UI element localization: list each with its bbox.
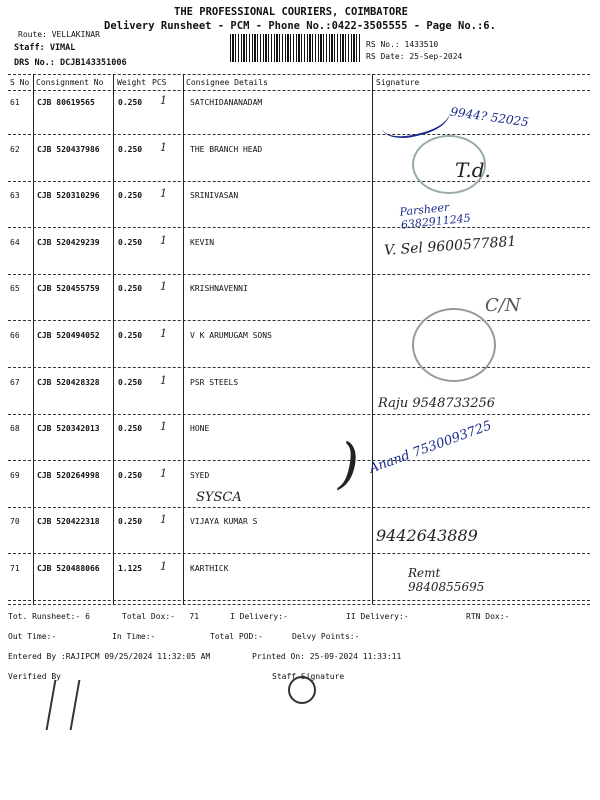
row-sno: 71	[10, 564, 20, 573]
row-weight: 1.125	[118, 564, 143, 573]
row-divider	[8, 553, 590, 554]
row-sno: 68	[10, 424, 20, 434]
row-divider	[8, 227, 590, 228]
row-sno: 70	[10, 517, 20, 527]
row-divider	[8, 367, 590, 368]
row-consignment-no: CJB 520437986	[37, 144, 100, 154]
row-divider	[8, 274, 590, 275]
row-sno: 66	[10, 331, 20, 340]
row-consignee: HONE	[190, 424, 210, 434]
handwritten-signature: 9442643889	[376, 526, 478, 545]
row-pcs: 1	[160, 420, 167, 434]
handwritten-signature: SYSCA	[196, 490, 242, 505]
verified-by: Verified By	[8, 672, 61, 681]
row-sno: 61	[10, 98, 20, 107]
out-time: Out Time:-	[8, 632, 57, 641]
row-consignment-no: CJB 520455759	[37, 284, 100, 294]
total-dox: Total Dox:- 71	[122, 612, 200, 621]
row-consignee: KARTHICK	[190, 564, 229, 573]
handwritten-signature: Remt 9840855695	[408, 566, 485, 594]
row-pcs: 1	[160, 140, 167, 154]
column-rule	[372, 74, 373, 604]
row-sno: 63	[10, 191, 20, 201]
row-sno: 67	[10, 377, 20, 387]
row-sno: 62	[10, 144, 20, 154]
row-weight: 0.250	[118, 98, 143, 107]
row-pcs: 1	[160, 513, 167, 527]
col-consignment: Consignment No	[36, 78, 104, 87]
runsheet-subtitle: Delivery Runsheet - PCM - Phone No.:0422-3505555 - Page No.:6.	[104, 20, 496, 32]
row-weight: 0.250	[118, 470, 143, 480]
row-consignee: SATCHIDANANADAM	[190, 98, 263, 107]
col-sno: S No	[10, 78, 30, 87]
col-signature: Signature	[376, 78, 420, 87]
divider	[8, 90, 590, 91]
row-pcs: 1	[160, 94, 167, 107]
row-sno: 65	[10, 284, 20, 294]
row-consignee: VIJAYA KUMAR S	[190, 517, 258, 527]
row-divider	[8, 134, 590, 135]
row-weight: 0.250	[118, 377, 143, 387]
column-rule	[183, 74, 184, 604]
divider	[8, 74, 590, 75]
handwritten-signature: V. Sel 9600577881	[383, 233, 517, 259]
row-consignment-no: CJB 520264998	[37, 470, 100, 480]
row-consignment-no: CJB 80619565	[37, 98, 95, 107]
tot-runsheet: Tot. Runsheet:- 6	[8, 612, 90, 621]
bracket-mark: )	[338, 432, 360, 495]
row-consignee: PSR STEELS	[190, 377, 239, 387]
row-divider	[8, 600, 590, 601]
row-consignment-no: CJB 520342013	[37, 424, 100, 434]
row-consignee: THE BRANCH HEAD	[190, 144, 263, 154]
row-consignee: SYED	[190, 470, 210, 480]
verifier-signature	[46, 680, 81, 730]
rs-date: RS Date: 25-Sep-2024	[366, 52, 463, 61]
row-consignee: V K ARUMUGAM SONS	[190, 331, 272, 340]
row-consignment-no: CJB 520488066	[37, 564, 100, 573]
row-divider	[8, 414, 590, 415]
row-sno: 69	[10, 470, 20, 480]
ii-delivery: II Delivery:-	[346, 612, 409, 621]
company-title: THE PROFESSIONAL COURIERS, COIMBATORE	[174, 6, 408, 18]
row-consignment-no: CJB 520429239	[37, 237, 100, 247]
row-weight: 0.250	[118, 237, 143, 247]
row-consignee: SRINIVASAN	[190, 191, 239, 201]
row-consignee: KEVIN	[190, 237, 215, 247]
entered-by: Entered By :RAJIPCM 09/25/2024 11:32:05 AM	[8, 652, 211, 661]
rtn-dox: RTN Dox:-	[466, 612, 510, 621]
handwritten-mark: C/N	[485, 295, 521, 316]
col-pcs: PCS	[152, 78, 167, 87]
row-weight: 0.250	[118, 424, 143, 434]
handwritten-initial: T.d.	[455, 158, 491, 182]
row-pcs: 1	[160, 327, 167, 340]
drs-number: DRS No.: DCJB143351006	[14, 58, 127, 68]
barcode	[230, 34, 360, 62]
handwritten-signature: Anand 7530093725	[367, 418, 494, 477]
row-sno: 64	[10, 237, 20, 247]
in-time: In Time:-	[112, 632, 156, 641]
handwritten-signature: 9944? 52025	[449, 104, 530, 130]
row-divider	[8, 320, 590, 321]
row-consignment-no: CJB 520310296	[37, 191, 100, 201]
row-weight: 0.250	[118, 517, 143, 527]
col-consignee: Consignee Details	[186, 78, 268, 87]
row-weight: 0.250	[118, 331, 143, 340]
row-consignment-no: CJB 520422318	[37, 517, 100, 527]
delvy-points: Delvy Points:-	[292, 632, 360, 641]
row-pcs: 1	[160, 280, 167, 294]
i-delivery: I Delivery:-	[230, 612, 288, 621]
row-divider	[8, 181, 590, 182]
row-weight: 0.250	[118, 191, 143, 201]
row-consignment-no: CJB 520494052	[37, 331, 100, 340]
row-consignee: KRISHNAVENNI	[190, 284, 248, 294]
column-rule	[33, 74, 34, 604]
row-weight: 0.250	[118, 144, 143, 154]
row-consignment-no: CJB 520428328	[37, 377, 100, 387]
row-divider	[8, 507, 590, 508]
rs-number: RS No.: 1433510	[366, 40, 439, 49]
row-pcs: 1	[160, 466, 167, 480]
row-pcs: 1	[160, 560, 167, 573]
row-pcs: 1	[160, 187, 167, 201]
route-label: Route: VELLAKINAR	[18, 30, 100, 39]
staff-signature-mark	[288, 676, 316, 704]
staff-signature: Staff Signature	[272, 672, 345, 681]
staff-label: Staff: VIMAL	[14, 43, 76, 53]
row-pcs: 1	[160, 373, 167, 387]
printed-on: Printed On: 25-09-2024 11:33:11	[252, 652, 402, 661]
col-weight: Weight	[117, 78, 146, 87]
handwritten-signature: Raju 9548733256	[378, 396, 496, 411]
column-rule	[113, 74, 114, 604]
row-weight: 0.250	[118, 284, 143, 294]
divider	[8, 604, 590, 605]
company-stamp	[412, 308, 496, 382]
row-pcs: 1	[160, 233, 167, 247]
row-divider	[8, 460, 590, 461]
handwritten-signature: Parsheer 6382911245	[398, 200, 472, 232]
total-pod: Total POD:-	[210, 632, 263, 641]
